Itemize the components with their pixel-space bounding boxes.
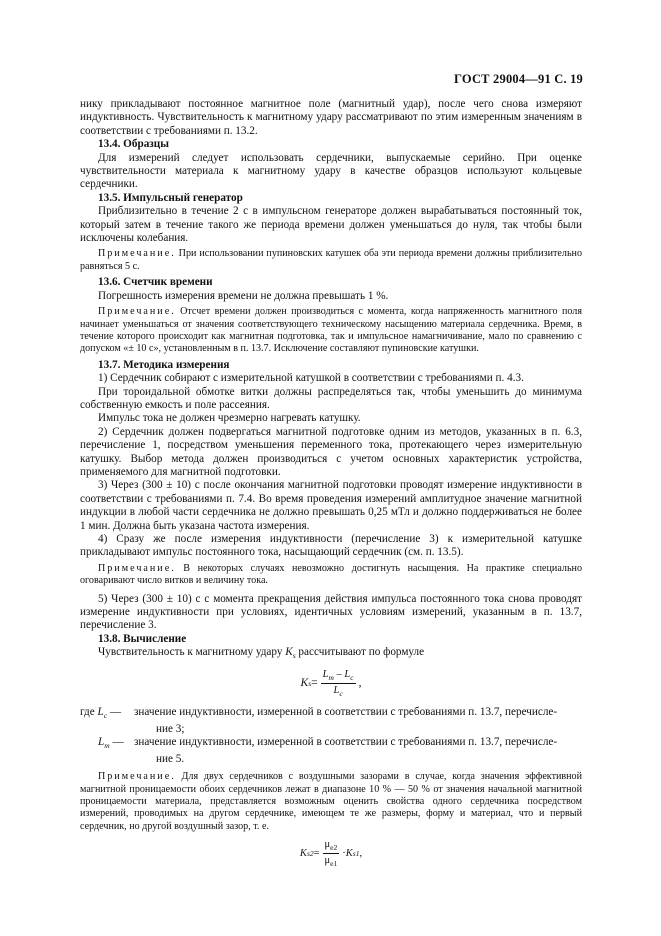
where-lm-cont: ние 5. — [156, 752, 185, 765]
formula-ks: K s = $\frac{L_m - L_c}{L_c}$ , — [300, 668, 362, 699]
section-13-6-text: Погрешность измерения времени не должна превышать 1 %. — [98, 289, 389, 302]
note-text: При использовании пупиновских катушек оба эти периода времени должны приблизительно равняться 5 с. — [80, 248, 582, 272]
where-lc: где $L_c$ — значение индуктивности, измеренной в соответствии с требованиями п. 13.7, перечисле- — [80, 706, 558, 721]
section-13-7-item-1-p3: Импульс тока не должен чрезмерно нагревать катушку. — [98, 412, 361, 425]
section-13-7-item-5: 5) Через (300 ± 10) с с момента прекращения действия импульса постоянного тока снова проводят измерение индуктивности при условиях, идентичных условиям измерений, указанным в п. 13.7, перечисление 3. — [80, 592, 582, 632]
section-13-5-title: 13.5. Импульсный генератор — [98, 191, 243, 204]
section-13-7-item-1-p2: При тороидальной обмотке витки должны распределяться так, чтобы уменьшить до минимума собственную емкость и поле рассеяния. — [80, 385, 582, 411]
section-13-8-note — [80, 771, 582, 833]
section-13-7-item-1: 1) Сердечник собирают с измерительной катушкой в соответствии с требованиями п. 4.3. — [98, 372, 524, 385]
section-13-5-text: Приблизительно в течение 2 с в импульсном генераторе должен вырабатываться постоянный ток, который затем в течение такого же периода времени должен уменьшаться до нуля, так чтобы были исключены колебания. — [80, 205, 582, 245]
section-13-7-item-2: 2) Сердечник должен подвергаться магнитной подготовке одним из методов, указанных в п. 6.3, перечисление 1, посредством уменьшения переменного тока, протекающего через измерительную катушку. Выбор метода должен производиться с учетом основных характеристик устройства, применяемого для магнитной подготовки. — [80, 425, 582, 478]
note-text: Отсчет времени должен производиться с момента, когда напряженность магнитного поля начинает уменьшаться от значения соответствующего техническому насыщению материала сердечника. Время, в течение которого происходит как магнитная подготовка, так и импульсное намагничивание, мало по сравнению с допуском «± 10 с», установленным в п. 13.7. Исключение составляют пупиновские катушки. — [80, 306, 582, 355]
note-label: Примечание. — [98, 306, 176, 318]
intro-paragraph: нику прикладывают постоянное магнитное поле (магнитный удар), после чего снова измеряют индуктивность. Чувствительность к магнитному удару рассматривают по этим измеренным значениям в соответствии с требованиями п. 13.2. — [80, 98, 582, 137]
note-label: Примечание. — [98, 562, 176, 574]
page-content — [80, 98, 582, 876]
section-13-6-note — [80, 306, 582, 356]
where-lm: $L_m$ — значение индуктивности, измеренной в соответствии с требованиями п. 13.7, перечисле- — [98, 736, 558, 751]
formula-fraction: $\frac{\mu_{e2}}{\mu_{e1}}$ — [324, 839, 338, 869]
note-text: Для двух сердечников с воздушными зазорами в случае, когда значения эффективной магнитной проницаемости обоих сердечников лежат в диапазоне 10 % — 50 % от значения начальной магнитной проницаемости материала, представляется возможным оценить свойства одного сердечника посредством измерений, проводимых на другом сердечнике, имеющем те же размеры, форму и материал, что и первый сердечник, но другой воздушный зазор, т. е. — [80, 771, 582, 832]
section-13-8-intro: Чувствительность к магнитному удару $K_s$ рассчитывают по формуле — [98, 646, 425, 661]
section-13-8-title: 13.8. Вычисление — [98, 632, 187, 645]
where-lc-cont: ние 3; — [156, 722, 185, 735]
note-label: Примечание. — [98, 771, 176, 783]
section-13-7-item-3: 3) Через (300 ± 10) с после окончания магнитной подготовки проводят измерение индуктивности в соответствии с требованиями п. 7.4. Во время проведения измерений амплитудное значение магнитной индукции в любой части сердечника не должно превышать 0,25 мТл и должно поддерживаться не более 1 мин. Должна быть указана частота измерения. — [80, 479, 582, 532]
note-label: Примечание. — [98, 248, 176, 260]
section-13-5-note — [80, 248, 582, 273]
section-13-4-text: Для измерений следует использовать сердечники, выпускаемые серийно. При оценке чувствительности материала к магнитному удару в качестве образцов используют кольцевые сердечники. — [80, 151, 582, 191]
section-13-6-title: 13.6. Счетчик времени — [98, 276, 213, 289]
section-13-7-note — [80, 563, 582, 588]
formula-ks2: K s2 = $\frac{\mu_{e2}}{\mu_{e1}}$ · K s1 , — [299, 839, 363, 869]
section-13-7-title: 13.7. Методика измерения — [98, 358, 230, 371]
section-13-4-title: 13.4. Образцы — [98, 138, 169, 151]
section-13-7-item-4: 4) Сразу же после измерения индуктивности (перечисление 3) к измерительной катушке прикладывают импульс постоянного тока, насыщающий сердечник (см. п. 13.5). — [80, 533, 582, 559]
page-header: ГОСТ 29004—91 С. 19 — [454, 72, 583, 86]
note-text: В некоторых случаях невозможно достигнуть насыщения. На практике специально оговаривают число витков и величину тока. — [80, 562, 582, 587]
formula-fraction: $\frac{L_m - L_c}{L_c}$ — [322, 668, 354, 699]
